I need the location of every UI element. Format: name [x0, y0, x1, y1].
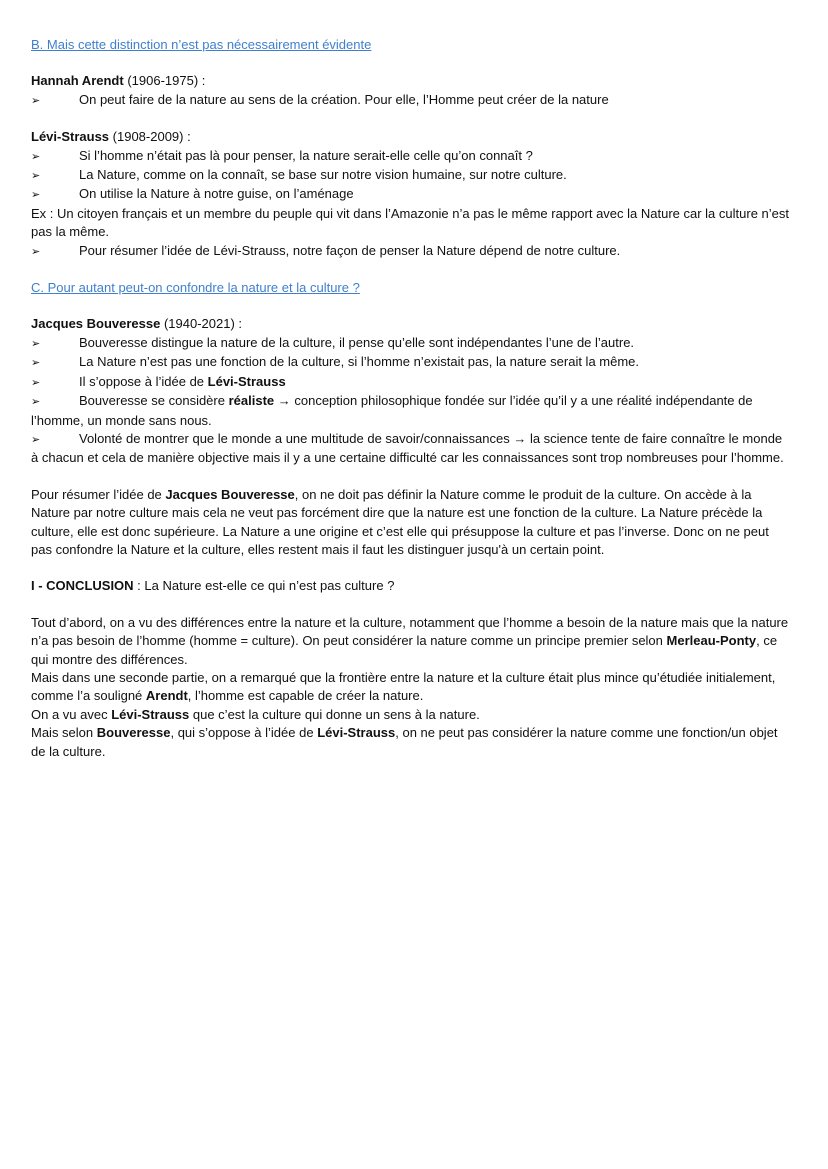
section-c-heading[interactable]: C. Pour autant peut-on confondre la nature et la culture ? — [31, 280, 360, 296]
levi-heading — [31, 128, 791, 146]
section-b-heading[interactable]: B. Mais cette distinction n’est pas nécessairement évidente — [31, 37, 372, 52]
bouveresse-summary: Pour résumer l’idée de Jacques Bouveresse, on ne doit pas définir la Nature comme le produit de la culture. On accède à la Nature par notre culture mais cela ne veut pas forcément dire que la nature est une fonction de la culture. La Nature précède la culture, elle est donc supérieure. La Nature a une origine et c’est elle qui présuppose la culture et pas l’inverse. Donc on ne peut pas confondre la Nature et la culture, elles restent mais il faut les distinguer jusqu'à un certain point. — [31, 486, 769, 557]
conclusion-heading — [31, 577, 791, 595]
list-item: ➢ On peut faire de la nature au sens de la création. Pour elle, l’Homme peut créer de la nature — [31, 91, 791, 110]
arendt-dates: (1906-1975) : — [123, 73, 206, 89]
levi-example: Ex : Un citoyen français et un membre du peuple qui vit dans l’Amazonie n’a pas le même rapport avec la Nature car la culture n’est pas la même. — [31, 205, 789, 240]
list-item: ➢ La Nature, comme on la connaît, se base sur notre vision humaine, sur notre culture. — [31, 166, 791, 185]
arrow-bullet-icon: ➢ — [31, 93, 41, 107]
arrow-bullet-icon: ➢ — [31, 244, 41, 258]
arrow-bullet-icon: ➢ — [31, 395, 41, 409]
arendt-name: Hannah Arendt — [31, 73, 124, 89]
arrow-bullet-icon: ➢ — [31, 375, 41, 389]
list-item: ➢ Bouveresse distingue la nature de la culture, il pense qu’elle sont indépendantes l’une de l’autre. — [31, 334, 791, 353]
conclusion-question: : La Nature est-elle ce qui n’est pas culture ? — [133, 578, 395, 594]
arrow-bullet-icon: ➢ — [31, 432, 41, 446]
levi-name: Lévi-Strauss — [31, 129, 110, 145]
arendt-heading — [31, 72, 791, 90]
list-item: ➢ Si l’homme n’était pas là pour penser, la nature serait-elle celle qu’on connaît ? — [31, 147, 791, 166]
list-item: ➢ Il s’oppose à l’idée de Lévi-Strauss — [31, 373, 791, 392]
list-item: ➢ On utilise la Nature à notre guise, on l’aménage — [31, 185, 791, 204]
document-page — [31, 36, 791, 761]
arrow-bullet-icon: ➢ — [31, 356, 41, 370]
conclusion-paragraph: On a vu avec Lévi-Strauss que c’est la culture qui donne un sens à la nature. — [31, 706, 480, 722]
arrow-bullet-icon: ➢ — [31, 149, 41, 163]
conclusion-paragraph: Tout d’abord, on a vu des différences entre la nature et la culture, notamment que l’homme a besoin de la nature mais que la nature n’a pas besoin de l’homme (homme = culture). On peut considérer la nature comme un principe premier selon Merleau-Ponty, ce qui montre des différences. — [31, 614, 789, 667]
list-item: ➢ Volonté de montrer que le monde a une multitude de savoir/connaissances → la science tente de faire connaître le monde à chacun et cela de manière objective mais il y a une certaine difficulté car les connaissances sont trop nombreuses pour l’homme. — [31, 430, 784, 466]
conclusion-label: I - CONCLUSION — [31, 578, 134, 594]
list-item: ➢ La Nature n’est pas une fonction de la culture, si l’homme n’existait pas, la nature serait la même. — [31, 353, 791, 372]
arrow-bullet-icon: ➢ — [31, 336, 41, 350]
arrow-bullet-icon: ➢ — [31, 169, 41, 183]
conclusion-paragraph: Mais dans une seconde partie, on a remarqué que la frontière entre la nature et la culture était plus mince qu’étudiée initialement, comme l’a souligné Arendt, l’homme est capable de créer la nature. — [31, 669, 776, 704]
bouveresse-dates: (1940-2021) : — [160, 316, 243, 332]
list-item: ➢ Bouveresse se considère réaliste → conception philosophique fondée sur l’idée qu’il y a une réalité indépendante de l’homme, un monde sans nous. — [31, 393, 753, 428]
bouveresse-name: Jacques Bouveresse — [31, 316, 161, 332]
bouveresse-heading — [31, 315, 791, 333]
conclusion-paragraph: Mais selon Bouveresse, qui s’oppose à l’idée de Lévi-Strauss, on ne peut pas considérer la nature comme une fonction/un objet de la culture. — [31, 725, 778, 759]
arrow-bullet-icon: ➢ — [31, 188, 41, 202]
levi-dates: (1908-2009) : — [109, 129, 191, 145]
list-item: ➢ Pour résumer l’idée de Lévi-Strauss, notre façon de penser la Nature dépend de notre culture. — [31, 242, 791, 261]
